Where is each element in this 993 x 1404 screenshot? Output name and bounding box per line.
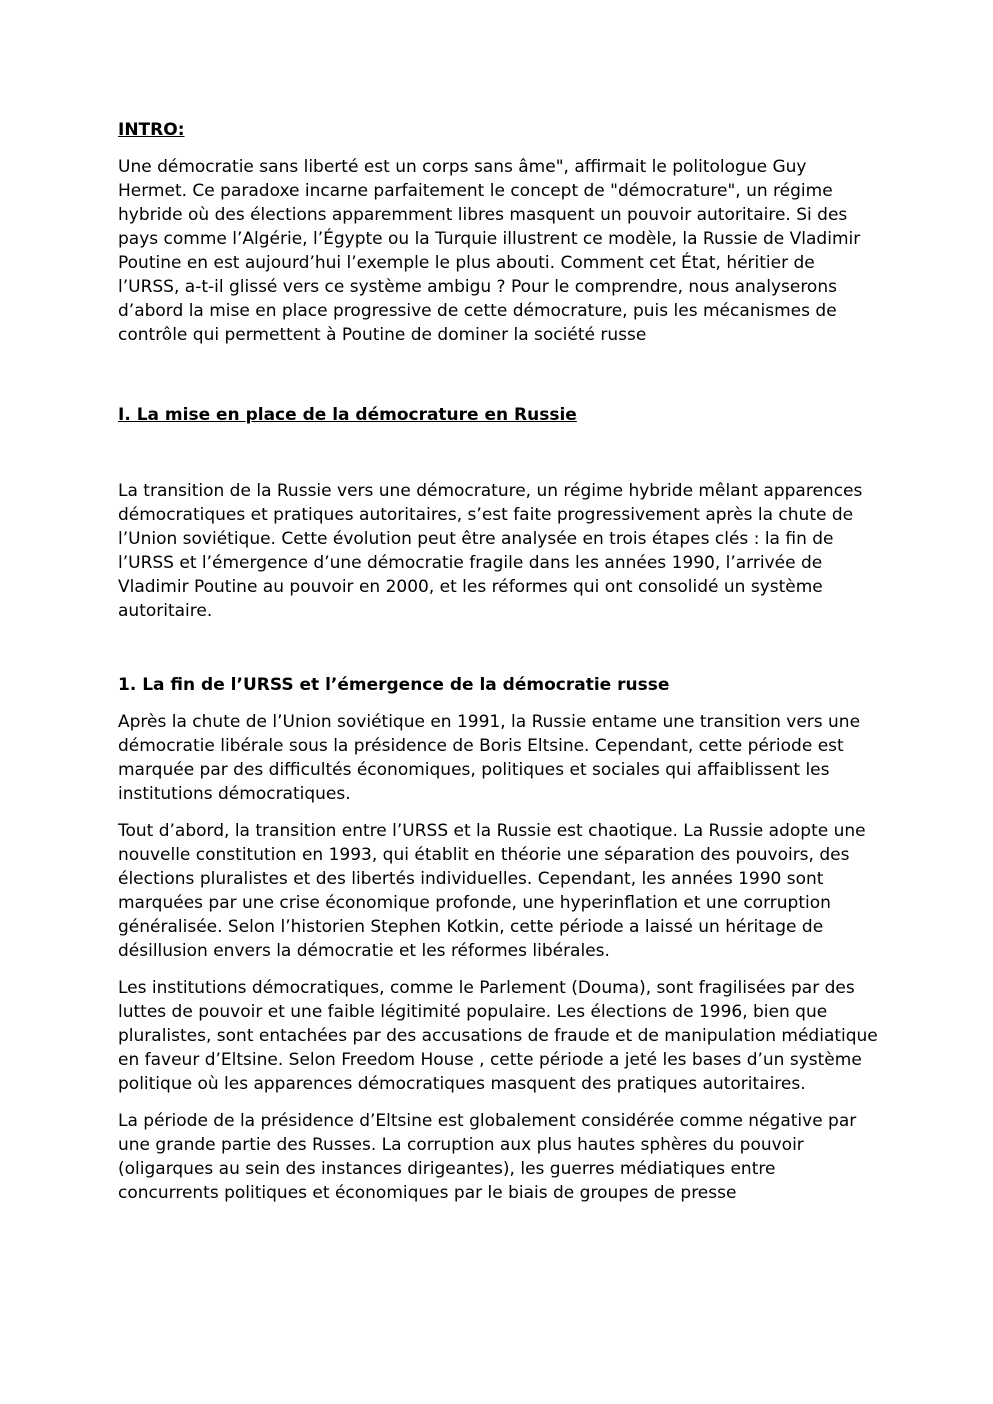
intro-heading: INTRO: [118, 120, 185, 140]
body-paragraph: Tout d’abord, la transition entre l’URSS et la Russie est chaotique. La Russie adopte une nouvelle constitution en 1993, qui établit en théorie une séparation des pouvoirs, des élections pluralistes et des libertés individuelles. Cependant, les années 1990 sont marquées par une crise économique profonde, une hyperinflation et une corruption généralisée. Selon l’historien Stephen Kotkin, cette période a laissé un héritage de désillusion envers la démocratie et les réformes libérales. [118, 821, 866, 961]
subsection-1-heading: 1. La fin de l’URSS et l’émergence de la démocratie russe [118, 675, 670, 695]
body-paragraph: Après la chute de l’Union soviétique en 1991, la Russie entame une transition vers une démocratie libérale sous la présidence de Boris Eltsine. Cependant, cette période est marquée par des difficultés économiques, politiques et sociales qui affaiblissent les institutions démocratiques. [118, 712, 861, 804]
section-1-intro-paragraph: La transition de la Russie vers une démocrature, un régime hybride mêlant apparences démocratiques et pratiques autoritaires, s’est faite progressivement après la chute de l’Union soviétique. Cette évolution peut être analysée en trois étapes clés : la fin de l’URSS et l’émergence d’une démocratie fragile dans les années 1990, l’arrivée de Vladimir Poutine au pouvoir en 2000, et les réformes qui ont consolidé un système autoritaire. [118, 481, 863, 621]
intro-paragraph: Une démocratie sans liberté est un corps sans âme", affirmait le politologue Guy Hermet. Ce paradoxe incarne parfaitement le concept de "démocrature", un régime hybride où des élections apparemment libres masquent un pouvoir autoritaire. Si des pays comme l’Algérie, l’Égypte ou la Turquie illustrent ce modèle, la Russie de Vladimir Poutine en est aujourd’hui l’exemple le plus abouti. Comment cet État, héritier de l’URSS, a-t-il glissé vers ce système ambigu ? Pour le comprendre, nous analyserons d’abord la mise en place progressive de cette démocrature, puis les mécanismes de contrôle qui permettent à Poutine de dominer la société russe [118, 157, 861, 345]
body-paragraph: La période de la présidence d’Eltsine est globalement considérée comme négative par une grande partie des Russes. La corruption aux plus hautes sphères du pouvoir (oligarques au sein des instances dirigeantes), les guerres médiatiques entre concurrents politiques et économiques par le biais de groupes de presse [118, 1111, 857, 1203]
body-paragraph: Les institutions démocratiques, comme le Parlement (Douma), sont fragilisées par des luttes de pouvoir et une faible légitimité populaire. Les élections de 1996, bien que pluralistes, sont entachées par des accusations de fraude et de manipulation médiatique en faveur d’Eltsine. Selon Freedom House , cette période a jeté les bases d’un système politique où les apparences démocratiques masquent des pratiques autoritaires. [118, 978, 878, 1094]
section-1-heading: I. La mise en place de la démocrature en Russie [118, 405, 577, 425]
document-page [118, 118, 878, 1218]
